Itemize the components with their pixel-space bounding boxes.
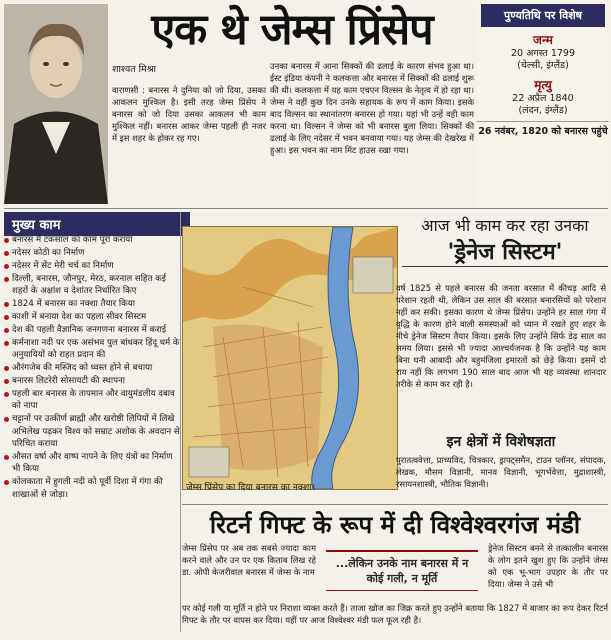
main-work-list [4,234,180,502]
arrival-note: 26 नवंबर, 1820 को बनारस पहुंचे [477,121,609,138]
map-caption: जेम्स प्रिंसेप का दिया बनारस का नक्शा। [186,483,315,493]
expertise-body: पुरातत्ववेत्ता, प्राच्यविद, चित्रकार, ड्राफ्ट्समैन, टाउन प्लॉनर, संपादक, लेखक, मौसम विज्ञानी, मानव विज्ञानी, भूगर्भवेत्ता, मुद्राशास्त्री, रसायनशास्त्री, भौतिक विज्ञानी। [396,455,606,489]
birth-date: 20 अगस्त 1799 [510,48,576,59]
expertise-heading: इन क्षेत्रों में विशेषज्ञता [446,434,556,450]
pull-quote: ...लेकिन उनके नाम बनारस में न कोई गली, न मूर्ति [326,550,478,591]
birth-label: जन्म [533,33,553,47]
anniversary-sidebar [477,2,609,208]
list-item: बनारस में टकसाल का काम पूरा कराया [4,234,180,246]
death-date: 22 अप्रैल 1840 [512,93,574,104]
gift-column-3: ड्रेनेज सिस्टम बनने से तत्कालीन बनारस के लोग इतने खुश हुए कि उन्होंने जेम्स को एक भू-भाग उपहार के तौर पर दिया। जेम्स ने उसे भी [488,543,608,589]
list-item: देश की पहली वैज्ञानिक जनगणना बनारस में कराई [4,324,180,336]
gift-column-1: जेम्स प्रिंसेप पर अब तक सबसे ज्यादा काम करने वाले और उन पर एक किताब लिख रहे डा. ओपी केजरीवाल बनारस में जेम्स के नाम [182,543,316,577]
list-item: औरंगजेब की मस्जिद को ध्वस्त होने से बचाया [4,362,180,374]
list-item: पहली बार बनारस के तापमान और वायुमंडलीय दबाव को नापा [4,388,180,413]
gift-footer-text: पर कोई गली या मूर्ति न होने पर निराशा व्यक्त करते हैं। ताजा खोज का जिक्र करते हुए उन्होंने बताया कि 1827 में बाजार का रूप देकर रिटर्न गिफ्ट के तौर पर वापस कर दिया। यहीं पर आज विश्वेश्वर मंडी फल फूल रही है। [182,603,608,625]
gift-heading: रिटर्न गिफ्ट के रूप में दी विश्वेश्वरगंज मंडी [209,511,581,539]
drainage-pretitle: आज भी काम कर रहा उनका [421,216,589,235]
list-item: कोलकाता में हुगली नदी को पूर्वी दिशा में गंगा की शाखाओं से जोड़ा। [4,476,180,501]
intro-column-2: उनका बनारस में आना सिक्कों की ढलाई के कारण संभव हुआ था। ईस्ट इंडिया कंपनी ने कलकत्ता और बनारस में सिक्कों की ढलाई शुरू की थी। कलकत्ता में यह काम एचएन विल्सन के नेतृत्व में हो रहा था। जेम्स ने वहीं कुछ दिन उनके सहायक के रूप में काम किया। इसके बाद विल्सन का स्थानांतरण बनारस हो गया। यहां भी उन्हें वही काम करना था। विल्सन ने जेम्स को भी बनारस बुला लिया। सिक्कों की ढलाई के लिए नदेसर में भवन बनवाया गया। यह जेम्स की देखरेख में हुआ। इस भवन का नाम मिंट हाउस रखा गया। [270,61,474,155]
banaras-map-image [182,226,398,490]
list-item: चट्टानों पर उत्कीर्ण ब्राह्मी और खरोष्ठी लिपियों में लिखे अभिलेख पढ़कर विश्व को सम्राट अशोक के अवदान से परिचित कराया [4,413,180,450]
birth-place: (चेल्सी, इंग्लैंड) [517,60,569,71]
page-title: एक थे जेम्स प्रिंसेप [151,5,433,55]
list-item: बनारस लिटरेरी सोसायटी की स्थापना [4,375,180,387]
list-item: नदेसर में सेंट मेरी चर्च का निर्माण [4,260,180,272]
death-place: (लंदन, इंग्लैंड) [518,105,568,116]
list-item: काशी में बनाया देश का पहला सीवर सिस्टम [4,311,180,323]
death-label: मृत्यु [534,78,552,92]
list-item: कर्मनाशा नदी पर एक असंभव पुल बांधकर हिंदू धर्म के अनुयायियों को राहत प्रदान की [4,337,180,362]
column-divider [180,212,181,632]
list-item: 1824 में बनारस का नक्शा तैयार किया [4,298,180,310]
section-divider [182,504,608,505]
drainage-title: 'ड्रेनेज सिस्टम' [402,236,608,267]
section-divider [4,208,608,209]
intro-column-1: वाराणसी : बनारस ने दुनिया को जो दिया, उसका आकलन मुश्किल है। इसी तरह जेम्स प्रिंसेप ने बनारस को जो दिया उसका आकलन भी काम मुश्किल नहीं। बनारस आकर जेम्स पहली ही नजर में इस शहर के होकर रह गए। [112,85,266,143]
main-work-heading: मुख्य काम [4,212,190,236]
drainage-body: वर्ष 1825 से पहले बनारस की जनता बरसात में कीचड़ आदि से परेशान रहती थी, लेकिन उस साल की बरसात बनारसियों को परेशान नहीं कर सकी। इसका कारण थे जेम्स प्रिंसेप। उन्होंने हर साल गंगा में वृद्धि के कारण होने वाली समस्याओं को ध्यान में रखते हुए शहर के नीचे ड्रेनेज सिस्टम तैयार किया। इसके लिए उन्होंने सिर्फ डेढ़ साल का समय लिया। इससे भी ज्यादा आश्चर्यजनक है कि उन्होंने यह काम बिना घनी आबादी और बहुमंजिला इमारतों को छेड़े किया। इसमें दो राय नहीं कि लगभग 190 साल बाद आज भी यह व्यवस्था शानदार तरीके से काम कर रही है। [396,283,606,389]
james-prinsep-portrait [4,4,108,204]
sidebar-header: पुण्यतिथि पर विशेष [481,4,605,27]
list-item: दिल्ली, बनारस, जौनपुर, मेरठ, करनाल सहित कई शहरों के अक्षांश व देशांतर निर्धारित किए [4,273,180,298]
byline: शाश्वत मिश्रा [112,64,157,75]
list-item: नदेसर कोठी का निर्माण [4,247,180,259]
list-item: औसत वर्षा और वाष्प नापने के लिए यंत्रों का निर्माण भी किया [4,451,180,476]
